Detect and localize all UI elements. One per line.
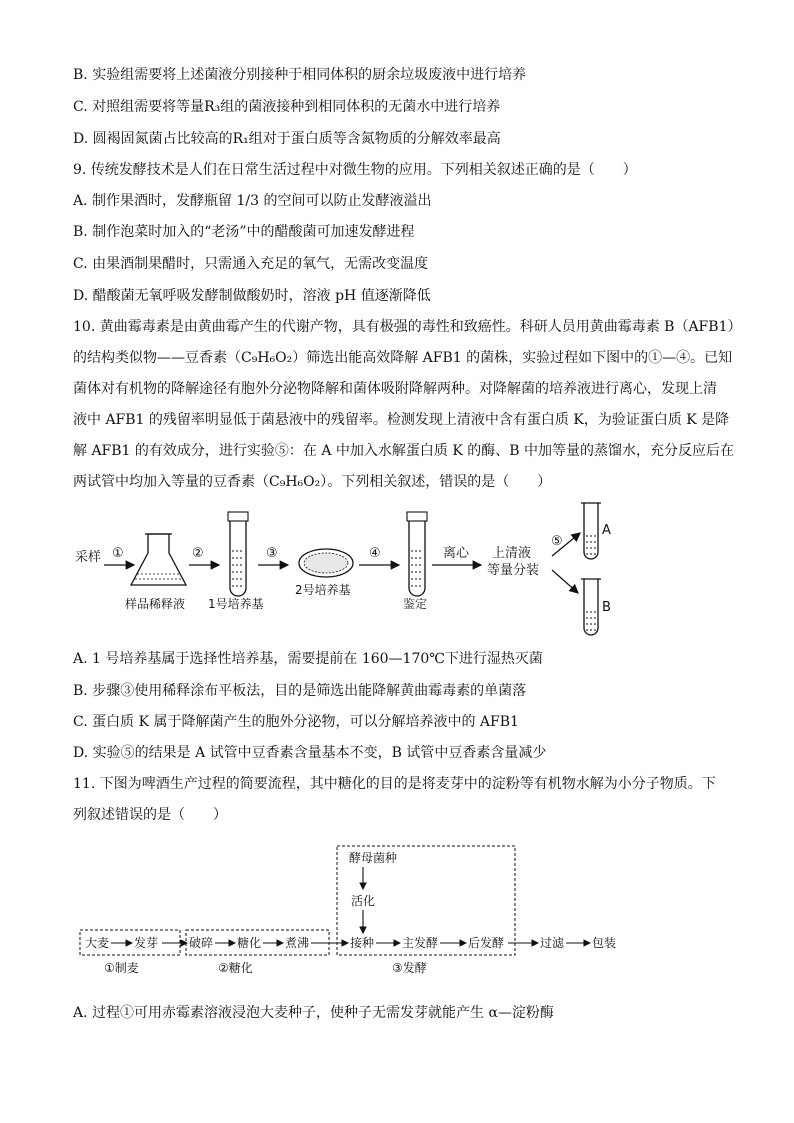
q9-option-b: B. 制作泡菜时加入的“老汤”中的醋酸菌可加速发酵进程 bbox=[73, 224, 415, 240]
q10-stem-line: 10. 黄曲霉毒素是由黄曲霉产生的代谢产物，具有极强的毒性和致癌性。科研人员用黄曲霉毒素 B（AFB1） bbox=[73, 319, 742, 335]
q11-stem-line: 11. 下图为啤酒生产过程的简要流程，其中糖化的目的是将麦芽中的淀粉等有机物水解为小分子物质。下 bbox=[73, 776, 716, 792]
tube-b-label: B bbox=[602, 600, 611, 615]
step-5-label: ⑤ bbox=[551, 534, 563, 549]
step-1-label: ① bbox=[112, 546, 124, 561]
package-label: 包装 bbox=[592, 936, 617, 950]
q8-option-b: B. 实验组需要将上述菌液分别接种于相同体积的厨余垃圾废液中进行培养 bbox=[73, 67, 527, 83]
boil-label: 煮沸 bbox=[285, 936, 310, 950]
q10-stem-line: 菌体对有机物的降解途径有胞外分泌物降解和菌体吸附降解两种。对降解菌的培养液进行离心，发现上清 bbox=[73, 381, 717, 397]
step-2-label: ② bbox=[192, 546, 204, 561]
q9-option-c: C. 由果酒制果醋时，只需通入充足的氧气，无需改变温度 bbox=[73, 256, 429, 272]
q11-option-a: A. 过程①可用赤霉素溶液浸泡大麦种子，使种子无需发芽就能产生 α—淀粉酶 bbox=[73, 1005, 554, 1021]
saccharify-label: 糖化 bbox=[237, 936, 262, 950]
activate-label: 活化 bbox=[351, 894, 376, 908]
stage-3-label: ③发酵 bbox=[392, 961, 427, 975]
q10-option-d: D. 实验⑤的结果是 A 试管中豆香素含量基本不变，B 试管中豆香素含量减少 bbox=[73, 745, 547, 761]
q10-stem-line: 解 AFB1 的有效成分，进行实验⑤：在 A 中加入水解蛋白质 K 的酶、B 中加等量的蒸馏水，充分反应后在 bbox=[73, 443, 735, 459]
split-label: 等量分装 bbox=[487, 563, 540, 578]
centrifuge-label: 离心 bbox=[443, 546, 470, 561]
step-4-label: ④ bbox=[369, 546, 381, 561]
q10-stem-line: 两试管中均加入等量的豆香素（C₉H₆O₂）。下列相关叙述，错误的是（ ） bbox=[73, 474, 552, 490]
stage-1-label: ①制麦 bbox=[104, 961, 139, 975]
start-label: 采样 bbox=[75, 550, 102, 565]
malt-label: 发芽 bbox=[134, 936, 159, 950]
inoculate-label: 接种 bbox=[350, 936, 375, 950]
tube-a-label: A bbox=[602, 523, 611, 538]
q10-option-a: A. 1 号培养基属于选择性培养基，需要提前在 160—170℃下进行湿热灭菌 bbox=[73, 651, 543, 667]
q10-option-b: B. 步骤③使用稀释涂布平板法，目的是筛选出能降解黄曲霉毒素的单菌落 bbox=[73, 683, 527, 699]
q10-stem-line: 液中 AFB1 的残留率明显低于菌悬液中的残留率。检测发现上清液中含有蛋白质 K，为验证蛋白质 K 是降 bbox=[73, 412, 730, 428]
q10-option-c: C. 蛋白质 K 属于降解菌产生的胞外分泌物，可以分解培养液中的 AFB1 bbox=[73, 714, 519, 730]
q8-option-c: C. 对照组需要将等量R₃组的菌液接种到相同体积的无菌水中进行培养 bbox=[73, 99, 501, 115]
q10-stem-line: 的结构类似物——豆香素（C₉H₆O₂）筛选出能高效降解 AFB1 的菌株，实验过程如下图中的①—④。已知 bbox=[73, 350, 733, 366]
q11-stem-line: 列叙述错误的是（ ） bbox=[73, 807, 227, 823]
flask-label: 样品稀释液 bbox=[125, 597, 186, 611]
q9-option-d: D. 醋酸菌无氧呼吸发酵制做酸奶时，溶液 pH 值逐渐降低 bbox=[73, 288, 431, 304]
yeast-label: 酵母菌种 bbox=[349, 851, 398, 865]
main-ferment-label: 主发酵 bbox=[402, 936, 439, 950]
plate-label: 2号培养基 bbox=[295, 583, 351, 597]
stage-2-label: ②糖化 bbox=[218, 961, 253, 975]
q9-stem: 9. 传统发酵技术是人们在日常生活过程中对微生物的应用。下列相关叙述正确的是（ ） bbox=[73, 162, 637, 178]
q9-option-a: A. 制作果酒时，发酵瓶留 1/3 的空间可以防止发酵液溢出 bbox=[73, 193, 432, 209]
tube-1-label: 1号培养基 bbox=[208, 597, 264, 611]
q8-option-d: D. 圆褐固氮菌占比较高的R₁组对于蛋白质等含氮物质的分解效率最高 bbox=[73, 131, 501, 147]
tube-2-label: 鉴定 bbox=[403, 597, 428, 611]
supernatant-label: 上清液 bbox=[492, 546, 532, 561]
post-ferment-label: 后发酵 bbox=[468, 936, 505, 950]
crush-label: 破碎 bbox=[189, 936, 214, 950]
barley-label: 大麦 bbox=[85, 936, 110, 950]
step-3-label: ③ bbox=[266, 546, 278, 561]
filter-label: 过滤 bbox=[540, 936, 565, 950]
